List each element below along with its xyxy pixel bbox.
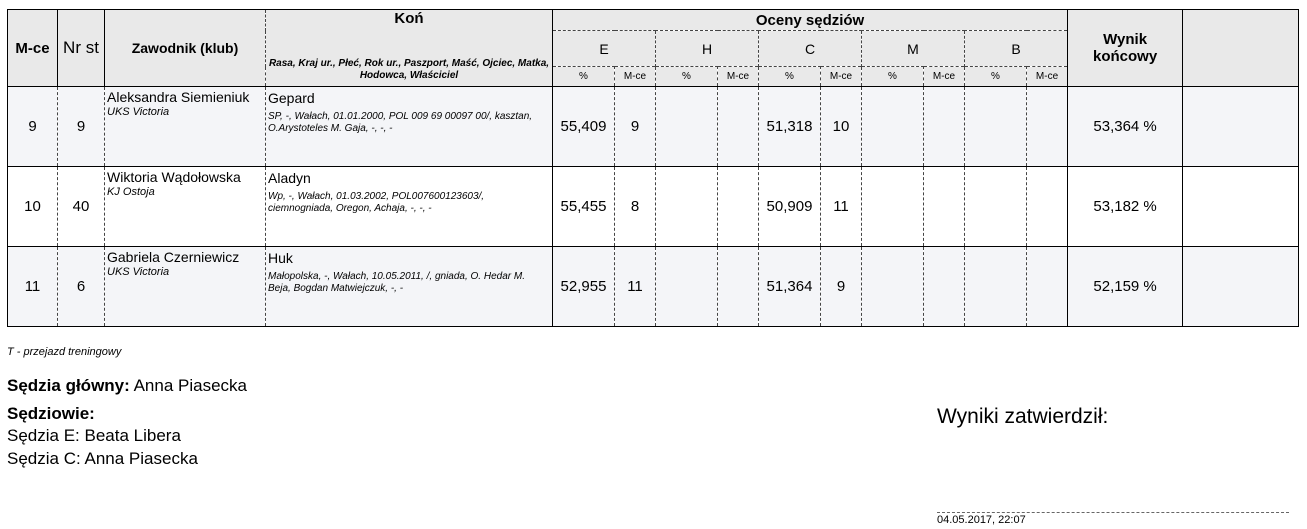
horse-description: Małopolska, -, Wałach, 10.05.2011, /, gniada, O. Hedar M. Beja, Bogdan Matwiejczuk, -, - [268, 271, 525, 294]
score-b-pct [965, 167, 1027, 247]
header-e-place: M-ce [615, 67, 656, 87]
horse-name: Gepard [268, 90, 315, 106]
header-e-pct: % [553, 67, 615, 87]
chief-judge-name: Anna Piasecka [133, 376, 247, 395]
horse-description: SP, -, Wałach, 01.01.2000, POL 009 69 00097 00/, kasztan, O.Arystoteles M. Gaja, -, -, - [268, 111, 533, 134]
row-rider-cell [105, 167, 266, 247]
score-h-pct [656, 87, 718, 167]
chief-judge [7, 376, 247, 396]
approved-by-label: Wyniki zatwierdził: [937, 405, 1109, 428]
score-h-place [718, 87, 759, 167]
judge-c: Sędzia C: Anna Piasecka [7, 449, 198, 468]
score-b-place [1027, 167, 1068, 247]
header-judges: Oceny sędziów [553, 10, 1068, 31]
header-horse: Koń [266, 10, 553, 31]
score-m-pct [862, 87, 924, 167]
rider-name: Gabriela Czerniewicz [107, 249, 240, 265]
header-judge-h: H [656, 31, 759, 67]
header-judge-b: B [965, 31, 1068, 67]
score-c-place: 9 [821, 247, 862, 327]
rider-name: Wiktoria Wądołowska [107, 169, 241, 185]
row-empty [1183, 87, 1299, 167]
score-b-place [1027, 87, 1068, 167]
header-horse-sub: Rasa, Kraj ur., Płeć, Rok ur., Paszport, Maść, Ojciec, Matka, Hodowca, Właściciel [266, 31, 553, 87]
score-c-pct: 51,364 [759, 247, 821, 327]
training-note: T - przejazd treningowy [7, 346, 122, 358]
timestamp: 04.05.2017, 22:07 [937, 514, 1026, 526]
score-m-place [924, 87, 965, 167]
rider-club: UKS Victoria [107, 106, 170, 118]
rider-club: KJ Ostoja [107, 186, 155, 198]
score-m-place [924, 167, 965, 247]
score-c-pct: 50,909 [759, 167, 821, 247]
judge-e: Sędzia E: Beata Libera [7, 426, 181, 445]
row-final-score: 53,182 % [1068, 167, 1183, 247]
rider-club: UKS Victoria [107, 266, 170, 278]
header-judge-e: E [553, 31, 656, 67]
header-b-place: M-ce [1027, 67, 1068, 87]
header-h-place: M-ce [718, 67, 759, 87]
row-place: 10 [8, 167, 58, 247]
header-empty [1183, 10, 1299, 87]
row-start-no: 40 [58, 167, 105, 247]
score-h-pct [656, 167, 718, 247]
header-c-pct: % [759, 67, 821, 87]
row-place: 11 [8, 247, 58, 327]
row-horse-cell [266, 167, 553, 247]
table-header [8, 10, 1299, 87]
score-e-place: 11 [615, 247, 656, 327]
horse-name: Huk [268, 250, 293, 266]
score-b-pct [965, 87, 1027, 167]
row-final-score: 53,364 % [1068, 87, 1183, 167]
horse-name: Aladyn [268, 170, 311, 186]
header-m-place: M-ce [924, 67, 965, 87]
score-m-pct [862, 167, 924, 247]
row-rider-cell [105, 87, 266, 167]
score-c-place: 10 [821, 87, 862, 167]
score-e-pct: 52,955 [553, 247, 615, 327]
score-e-place: 8 [615, 167, 656, 247]
header-start-no: Nr st [58, 10, 105, 87]
header-place: M-ce [8, 10, 58, 87]
results-table [7, 9, 1299, 327]
header-h-pct: % [656, 67, 718, 87]
table-row [8, 247, 1299, 327]
table-row [8, 87, 1299, 167]
signature-line [937, 512, 1289, 513]
score-b-pct [965, 247, 1027, 327]
score-m-pct [862, 247, 924, 327]
row-rider-cell [105, 247, 266, 327]
score-e-pct: 55,409 [553, 87, 615, 167]
score-h-place [718, 167, 759, 247]
row-final-score: 52,159 % [1068, 247, 1183, 327]
row-start-no: 9 [58, 87, 105, 167]
judges-title: Sędziowie: [7, 404, 95, 423]
row-start-no: 6 [58, 247, 105, 327]
score-e-place: 9 [615, 87, 656, 167]
score-e-pct: 55,455 [553, 167, 615, 247]
row-empty [1183, 247, 1299, 327]
score-c-place: 11 [821, 167, 862, 247]
row-empty [1183, 167, 1299, 247]
score-m-place [924, 247, 965, 327]
score-h-place [718, 247, 759, 327]
header-m-pct: % [862, 67, 924, 87]
score-b-place [1027, 247, 1068, 327]
chief-judge-label: Sędzia główny: [7, 376, 130, 395]
header-judge-m: M [862, 31, 965, 67]
header-c-place: M-ce [821, 67, 862, 87]
score-h-pct [656, 247, 718, 327]
horse-description: Wp, -, Wałach, 01.03.2002, POL007600123603/, ciemnogniada, Oregon, Achaja, -, -, - [268, 191, 485, 214]
rider-name: Aleksandra Siemieniuk [107, 89, 250, 105]
header-judge-c: C [759, 31, 862, 67]
row-horse-cell [266, 87, 553, 167]
table-row [8, 167, 1299, 247]
row-place: 9 [8, 87, 58, 167]
header-final: Wynik końcowy [1068, 10, 1183, 87]
score-c-pct: 51,318 [759, 87, 821, 167]
header-b-pct: % [965, 67, 1027, 87]
row-horse-cell [266, 247, 553, 327]
header-rider: Zawodnik (klub) [105, 10, 266, 87]
table-body [8, 87, 1299, 327]
